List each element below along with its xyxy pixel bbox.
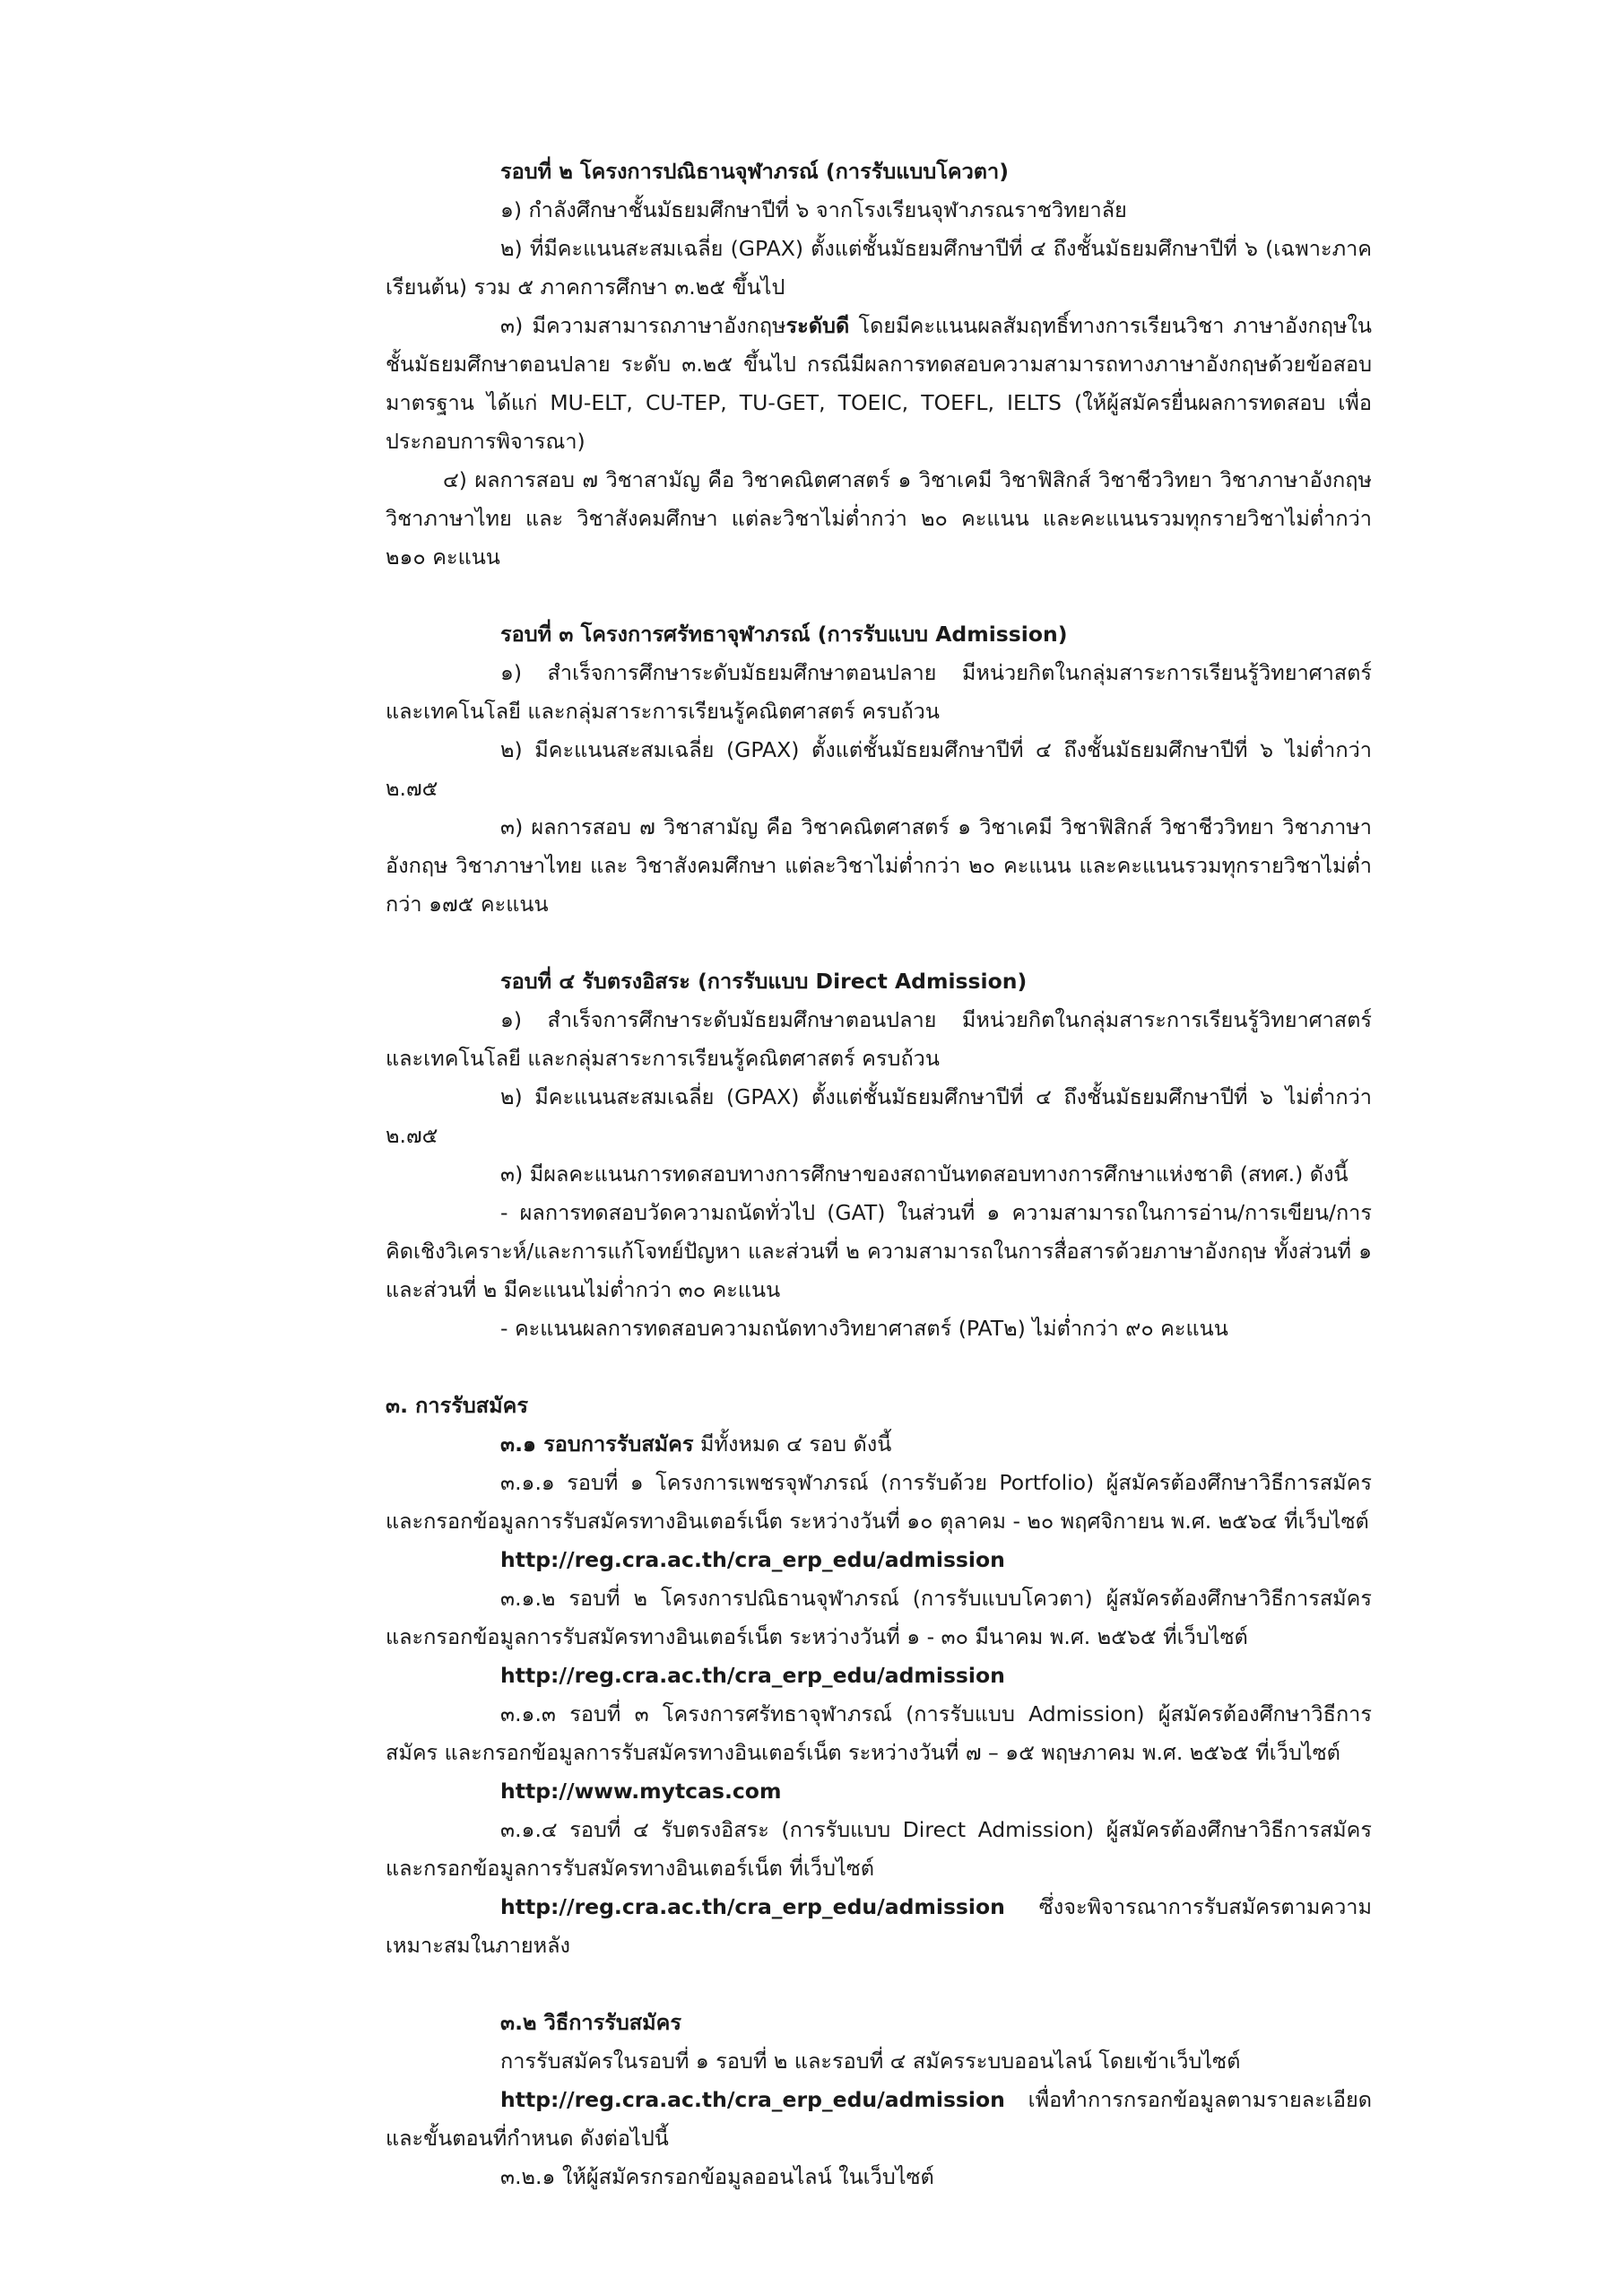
round3-heading: รอบที่ ๓ โครงการศรัทธาจุฬาภรณ์ (การรับแบบ Admission) <box>500 622 1068 647</box>
section3-2-link-tail: เพื่อทำการกรอกข้อมูลตามรายละเอียด และขั้นตอนที่กำหนด ดังต่อไปนี้ <box>386 2087 1372 2151</box>
round2-item-3-emphasis: ระดับดี <box>785 313 850 338</box>
section3-2-1-item: ๓.๒.๑ ให้ผู้สมัครกรอกข้อมูลออนไลน์ ในเว็บไซต์ <box>500 2164 934 2189</box>
section3-2-admission-link[interactable]: http://reg.cra.ac.th/cra_erp_edu/admission <box>500 2087 1005 2112</box>
round4-pat-bullet: - คะแนนผลการทดสอบความถนัดทางวิทยาศาสตร์ (PAT๒) ไม่ต่ำกว่า ๙๐ คะแนน <box>500 1316 1228 1341</box>
round2-item-3 <box>386 307 1372 461</box>
round2-heading: รอบที่ ๒ โครงการปณิธานจุฬาภรณ์ (การรับแบบโควตา) <box>500 159 1009 184</box>
section3-1-heading: ๓.๑ รอบการรับสมัคร <box>500 1431 694 1457</box>
schedule-round-4: ๓.๑.๔ รอบที่ ๔ รับตรงอิสระ (การรับแบบ Direct Admission) ผู้สมัครต้องศึกษาวิธีการสมัคร และกรอกข้อมูลการรับสมัครทางอินเตอร์เน็ต ที่เว็บไซต์ <box>386 1817 1372 1881</box>
round2-item-2: ๒) ที่มีคะแนนสะสมเฉลี่ย (GPAX) ตั้งแต่ชั้นมัธยมศึกษาปีที่ ๔ ถึงชั้นมัธยมศึกษาปีที่ ๖ (เฉพาะภาคเรียนต้น) รวม ๕ ภาคการศึกษา ๓.๒๕ ขึ้นไป <box>386 236 1372 300</box>
schedule-round-1: ๓.๑.๑ รอบที่ ๑ โครงการเพชรจุฬาภรณ์ (การรับด้วย Portfolio) ผู้สมัครต้องศึกษาวิธีการสมัคร และกรอกข้อมูลการรับสมัครทางอินเตอร์เน็ต ระหว่างวันที่ ๑๐ ตุลาคม - ๒๐ พฤศจิกายน พ.ศ. ๒๕๖๔ ที่เว็บไซต์ <box>386 1470 1372 1534</box>
spacer <box>386 577 1372 615</box>
section3-1-heading-tail: มีทั้งหมด ๔ รอบ ดังนี้ <box>693 1431 892 1457</box>
spacer <box>386 1965 1372 2004</box>
round4-gat-bullet: - ผลการทดสอบวัดความถนัดทั่วไป (GAT) ในส่วนที่ ๑ ความสามารถในการอ่าน/การเขียน/การคิดเชิงวิเคราะห์/และการแก้โจทย์ปัญหา และส่วนที่ ๒ ความสามารถในการสื่อสารด้วยภาษาอังกฤษ ทั้งส่วนที่ ๑ และส่วนที่ ๒ มีคะแนนไม่ต่ำกว่า ๓๐ คะแนน <box>386 1200 1372 1302</box>
round2-item-3-start: ๓) มีความสามารถภาษาอังกฤษ <box>500 313 786 338</box>
round4-link-tail: ซึ่งจะพิจารณาการรับสมัครตามความเหมาะสมในภายหลัง <box>386 1894 1372 1958</box>
section3-2-heading: ๓.๒ วิธีการรับสมัคร <box>500 2010 681 2035</box>
section3-2-line-1: การรับสมัครในรอบที่ ๑ รอบที่ ๒ และรอบที่ ๔ สมัครระบบออนไลน์ โดยเข้าเว็บไซต์ <box>500 2048 1241 2074</box>
round4-item-1: ๑) สำเร็จการศึกษาระดับมัธยมศึกษาตอนปลาย มีหน่วยกิตในกลุ่มสาระการเรียนรู้วิทยาศาสตร์และเทคโนโลยี และกลุ่มสาระการเรียนรู้คณิตศาสตร์ ครบถ้วน <box>386 1007 1372 1071</box>
round2-item-1: ๑) กำลังศึกษาชั้นมัธยมศึกษาปีที่ ๖ จากโรงเรียนจุฬาภรณราชวิทยาลัย <box>500 197 1127 222</box>
section3-1-heading-line <box>386 1425 1372 1464</box>
round4-item-3: ๓) มีผลคะแนนการทดสอบทางการศึกษาของสถาบันทดสอบทางการศึกษาแห่งชาติ (สทศ.) ดังนี้ <box>500 1161 1349 1187</box>
document-body <box>386 152 1372 2196</box>
section3-heading: ๓. การรับสมัคร <box>386 1393 528 1418</box>
round4-heading: รอบที่ ๔ รับตรงอิสระ (การรับแบบ Direct Admission) <box>500 969 1028 994</box>
schedule-round-3: ๓.๑.๓ รอบที่ ๓ โครงการศรัทธาจุฬาภรณ์ (การรับแบบ Admission) ผู้สมัครต้องศึกษาวิธีการสมัคร และกรอกข้อมูลการรับสมัครทางอินเตอร์เน็ต ระหว่างวันที่ ๗ – ๑๕ พฤษภาคม พ.ศ. ๒๕๖๕ ที่เว็บไซต์ <box>386 1701 1372 1765</box>
round2-item-4: ๔) ผลการสอบ ๗ วิชาสามัญ คือ วิชาคณิตศาสตร์ ๑ วิชาเคมี วิชาฟิสิกส์ วิชาชีววิทยา วิชาภาษาอังกฤษ วิชาภาษาไทย และ วิชาสังคมศึกษา แต่ละวิชาไม่ต่ำกว่า ๒๐ คะแนน และคะแนนรวมทุกรายวิชาไม่ต่ำกว่า ๒๑๐ คะแนน <box>386 467 1372 570</box>
round1-admission-link[interactable]: http://reg.cra.ac.th/cra_erp_edu/admission <box>500 1547 1005 1572</box>
spacer <box>386 1348 1372 1387</box>
round4-item-2: ๒) มีคะแนนสะสมเฉลี่ย (GPAX) ตั้งแต่ชั้นมัธยมศึกษาปีที่ ๔ ถึงชั้นมัธยมศึกษาปีที่ ๖ ไม่ต่ำกว่า ๒.๗๕ <box>386 1084 1372 1148</box>
round4-link-line <box>386 1888 1372 1965</box>
round4-admission-link[interactable]: http://reg.cra.ac.th/cra_erp_edu/admission <box>500 1894 1005 1919</box>
schedule-round-2: ๓.๑.๒ รอบที่ ๒ โครงการปณิธานจุฬาภรณ์ (การรับแบบโควตา) ผู้สมัครต้องศึกษาวิธีการสมัคร และกรอกข้อมูลการรับสมัครทางอินเตอร์เน็ต ระหว่างวันที่ ๑ - ๓๐ มีนาคม พ.ศ. ๒๕๖๕ ที่เว็บไซต์ <box>386 1586 1372 1649</box>
section3-2-link-line <box>386 2081 1372 2158</box>
round2-admission-link[interactable]: http://reg.cra.ac.th/cra_erp_edu/admission <box>500 1663 1005 1688</box>
round2-item-3-end: โดยมีคะแนนผลสัมฤทธิ์ทางการเรียนวิชา ภาษาอังกฤษในชั้นมัธยมศึกษาตอนปลาย ระดับ ๓.๒๕ ขึ้นไป กรณีมีผลการทดสอบความสามารถทางภาษาอังกฤษด้วยข้อสอบมาตรฐาน ได้แก่ MU-ELT, CU-TEP, TU-GET, TOEIC, TOEFL, IELTS (ให้ผู้สมัครยื่นผลการทดสอบ เพื่อประกอบการพิจารณา) <box>386 313 1372 454</box>
spacer <box>386 924 1372 962</box>
round3-mytcas-link[interactable]: http://www.mytcas.com <box>500 1779 782 1804</box>
round3-item-2: ๒) มีคะแนนสะสมเฉลี่ย (GPAX) ตั้งแต่ชั้นมัธยมศึกษาปีที่ ๔ ถึงชั้นมัธยมศึกษาปีที่ ๖ ไม่ต่ำกว่า ๒.๗๕ <box>386 737 1372 801</box>
round3-item-3: ๓) ผลการสอบ ๗ วิชาสามัญ คือ วิชาคณิตศาสตร์ ๑ วิชาเคมี วิชาฟิสิกส์ วิชาชีววิทยา วิชาภาษาอังกฤษ วิชาภาษาไทย และ วิชาสังคมศึกษา แต่ละวิชาไม่ต่ำกว่า ๒๐ คะแนน และคะแนนรวมทุกรายวิชาไม่ต่ำกว่า ๑๗๕ คะแนน <box>386 814 1372 917</box>
round3-item-1: ๑) สำเร็จการศึกษาระดับมัธยมศึกษาตอนปลาย มีหน่วยกิตในกลุ่มสาระการเรียนรู้วิทยาศาสตร์และเทคโนโลยี และกลุ่มสาระการเรียนรู้คณิตศาสตร์ ครบถ้วน <box>386 660 1372 724</box>
